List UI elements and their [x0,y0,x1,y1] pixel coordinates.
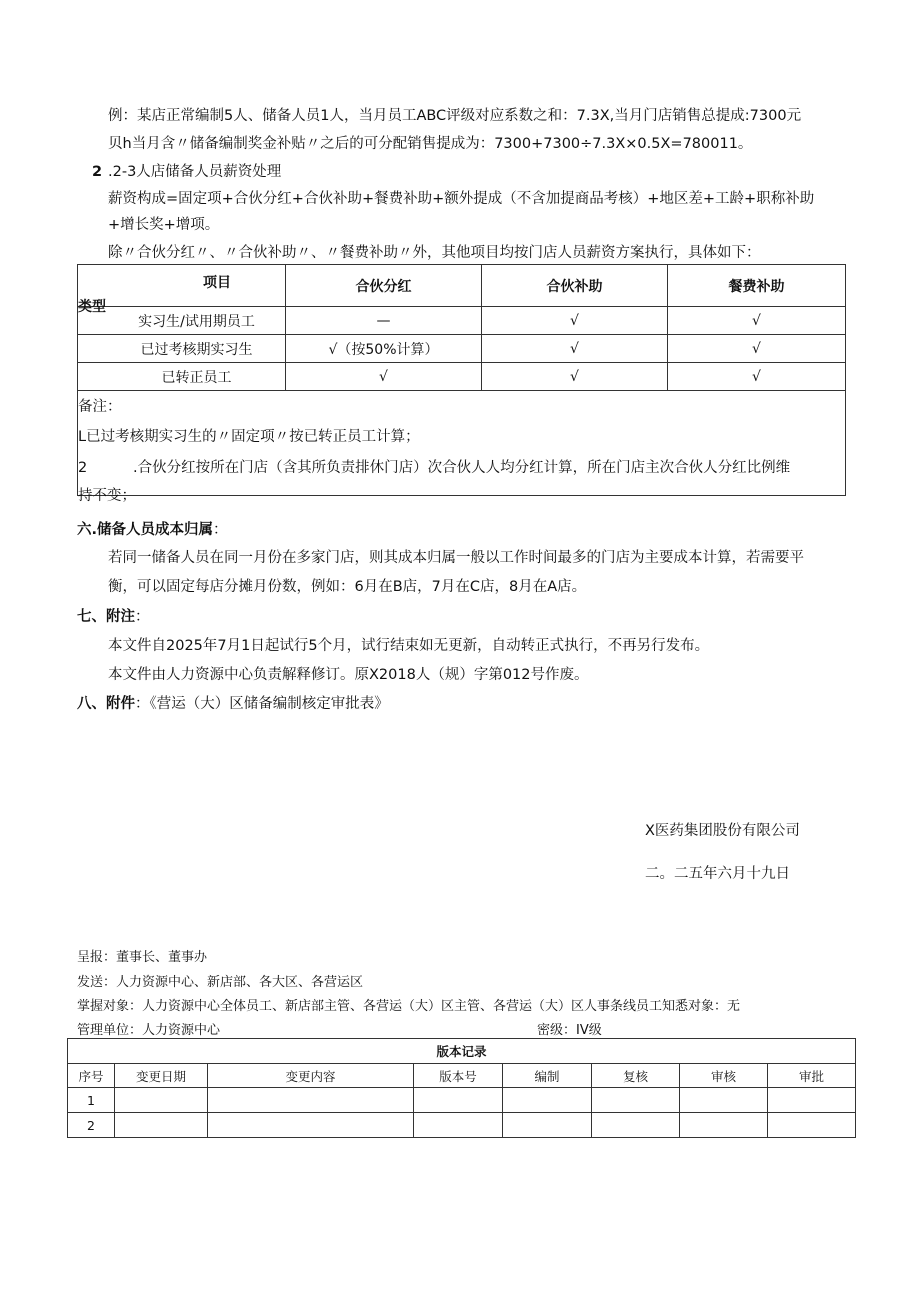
row-value: √ [482,335,668,363]
version-cell: 1 [68,1088,115,1113]
version-header: 审核 [680,1064,768,1088]
table-row [68,1113,856,1138]
row-value: √（按50%计算） [286,335,482,363]
management-unit: 管理单位：人力资源中心 [77,1023,221,1038]
row-value: √ [668,307,846,335]
note-2-number: 2 [78,460,88,476]
version-cell [592,1113,680,1138]
example-line-2: 贝h当月含〃储备编制奖金补贴〃之后的可分配销售提成为：7300+7300÷7.3X×0.5X=780011。 [108,136,753,152]
section-7-line-2: 本文件由人力资源中心负责解释修订。原X2018人（规）字第012号作废。 [108,667,589,683]
table-row [78,363,846,391]
notes-label: 备注： [78,399,122,415]
section-8-title: 八、附件 [77,696,135,712]
version-cell [414,1113,503,1138]
row-value: √ [286,363,482,391]
version-cell [208,1113,414,1138]
row-type: 已转正员工 [78,363,286,391]
secret-level: 密级：IV级 [537,1023,602,1038]
version-cell [208,1088,414,1113]
notes-cell [78,391,846,504]
corner-cell [78,265,286,315]
document-date: 二。二五年六月十九日 [645,866,790,882]
version-header: 变更日期 [115,1064,208,1088]
send-to: 发送：人力资源中心、新店部、各大区、各营运区 [77,975,364,990]
version-cell [680,1113,768,1138]
corner-bottom-label: 类型 [78,299,106,315]
version-header: 审批 [768,1064,856,1088]
version-cell [115,1088,208,1113]
section-7-colon: ： [135,609,150,625]
row-value: √ [668,335,846,363]
note-2-line-1: .合伙分红按所在门店（含其所负责排休门店）次合伙人人均分红计算，所在门店主次合伙人分红比例维 [133,460,791,476]
version-cell [503,1088,592,1113]
table-row [78,307,846,335]
version-record-table [67,1038,856,1138]
row-value: — [286,307,482,335]
row-value: √ [668,363,846,391]
notes-row [78,391,846,496]
note-1: L已过考核期实习生的〃固定项〃按已转正员工计算； [78,429,420,445]
example-line-1: 例：某店正常编制5人、储备人员1人，当月员工ABC评级对应系数之和：7.3X,当月门店销售总提成:7300元 [108,108,802,124]
report-to: 呈报：董事长、董事办 [77,950,208,965]
version-cell [115,1113,208,1138]
version-title-row [68,1039,856,1064]
salary-composition-line-2: +增长奖+增项。 [108,217,220,233]
row-type: 已过考核期实习生 [78,335,286,363]
section-6-heading [77,520,228,540]
section-6-colon: ： [213,522,228,538]
section-7-heading [77,607,150,627]
version-header: 编制 [503,1064,592,1088]
section-7-line-1: 本文件自2025年7月1日起试行5个月，试行结束如无更新，自动转正式执行，不再另行发布。 [108,638,710,654]
corner-top-label: 项目 [203,275,231,291]
row-value: √ [482,307,668,335]
version-header: 版本号 [414,1064,503,1088]
section-6-title: 六.储备人员成本归属 [77,522,214,538]
version-header: 序号 [68,1064,115,1088]
salary-composition-line-1: 薪资构成=固定项+合伙分红+合伙补助+餐费补助+额外提成（不含加提商品考核）+地区差+工龄+职称补助 [108,191,815,207]
section-heading: .2-3人店储备人员薪资处理 [108,164,282,180]
row-type: 实习生/试用期员工 [78,307,286,335]
version-cell [592,1088,680,1113]
version-title: 版本记录 [68,1039,856,1064]
version-cell [768,1113,856,1138]
header-partner-dividend: 合伙分红 [286,265,482,307]
row-value: √ [482,363,668,391]
company-name: X医药集团股份有限公司 [645,823,800,839]
version-cell [503,1113,592,1138]
header-partner-subsidy: 合伙补助 [482,265,668,307]
version-header: 复核 [592,1064,680,1088]
table-header-row [78,265,846,307]
note-2-line-2: 持不变； [78,488,136,504]
version-cell [680,1088,768,1113]
table-intro: 除〃合伙分红〃、〃合伙补助〃、〃餐费补助〃外，其他项目均按门店人员薪资方案执行，具体如下： [108,245,761,261]
version-header-row [68,1064,856,1088]
section-number: 2 [92,164,103,180]
section-8-text: ：《营运（大）区储备编制核定审批表》 [135,696,389,712]
header-meal-subsidy: 餐费补助 [668,265,846,307]
version-cell [414,1088,503,1113]
section-7-title: 七、附注 [77,609,135,625]
version-cell: 2 [68,1113,115,1138]
section-8-heading [77,694,389,714]
section-6-line-2: 衡，可以固定每店分摊月份数，例如：6月在B店，7月在C店，8月在A店。 [108,579,587,595]
version-cell [768,1088,856,1113]
table-row [78,335,846,363]
subsidy-table [77,264,846,504]
table-row [68,1088,856,1113]
version-header: 变更内容 [208,1064,414,1088]
section-6-line-1: 若同一储备人员在同一月份在多家门店，则其成本归属一般以工作时间最多的门店为主要成本计算，若需要平 [108,550,804,566]
know-targets: 掌握对象：人力资源中心全体员工、新店部主管、各营运（大）区主管、各营运（大）区人事条线员工知悉对象：无 [77,999,741,1014]
